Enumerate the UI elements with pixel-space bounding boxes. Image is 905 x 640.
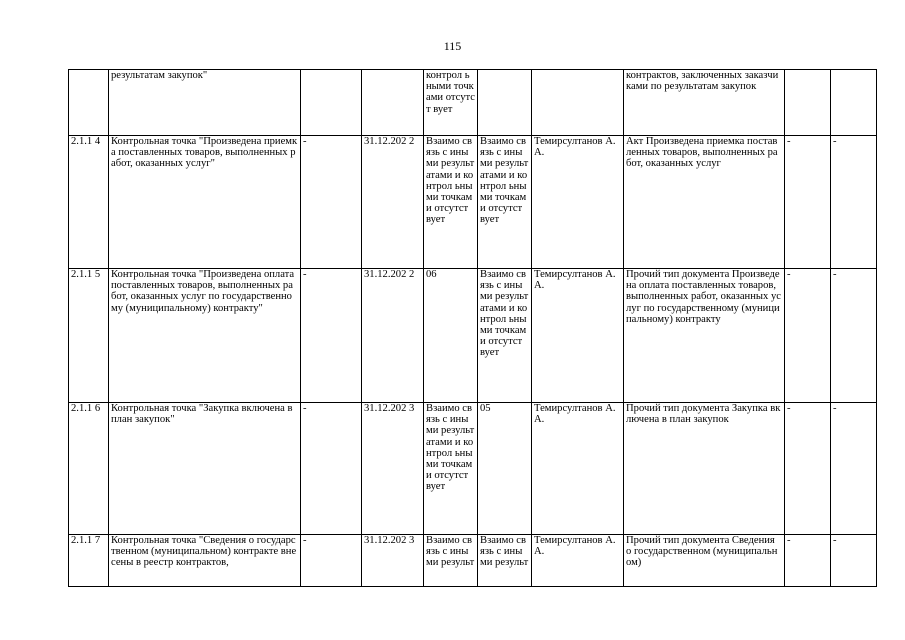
base-value-cell: - <box>301 136 362 269</box>
predecessor-cell: Взаимо связь с иными результ <box>424 535 478 587</box>
successor-cell <box>478 70 532 136</box>
row-number-cell: 2.1.1 4 <box>69 136 109 269</box>
control-point-name-cell: Контрольная точка "Произведена оплата поставленных товаров, выполненных работ, оказанных услуг по государственному (муниципальному) контракту" <box>109 269 301 403</box>
document-cell: Прочий тип документа Произведена оплата поставленных товаров, выполненных работ, оказанных услуг по государственному (муниципальному) контракту <box>624 269 785 403</box>
table-row <box>69 70 877 136</box>
base-value-cell: - <box>301 269 362 403</box>
deadline-cell: 31.12.202 2 <box>362 269 424 403</box>
control-point-name-cell: Контрольная точка "Произведена приемка поставленных товаров, выполненных работ, оказанных услуг" <box>109 136 301 269</box>
row-number-cell: 2.1.1 5 <box>69 269 109 403</box>
base-value-cell: - <box>301 535 362 587</box>
extra-cell-1: - <box>785 403 831 535</box>
deadline-cell: 31.12.202 3 <box>362 535 424 587</box>
control-point-name-cell: Контрольная точка "Закупка включена в план закупок" <box>109 403 301 535</box>
document-cell: Прочий тип документа Закупка включена в план закупок <box>624 403 785 535</box>
extra-cell-2: - <box>831 535 877 587</box>
predecessor-cell: Взаимо связь с иными результ атами и контрол ьными точками отсутст вует <box>424 403 478 535</box>
extra-cell-1 <box>785 70 831 136</box>
deadline-cell <box>362 70 424 136</box>
control-points-table <box>68 69 877 587</box>
control-point-name-cell: Контрольная точка "Сведения о государственном (муниципальном) контракте внесены в реестр контрактов, <box>109 535 301 587</box>
extra-cell-1: - <box>785 136 831 269</box>
responsible-cell: Темирсултанов А.А. <box>532 403 624 535</box>
deadline-cell: 31.12.202 3 <box>362 403 424 535</box>
table-row <box>69 269 877 403</box>
predecessor-cell: 06 <box>424 269 478 403</box>
table-row <box>69 136 877 269</box>
extra-cell-1: - <box>785 269 831 403</box>
extra-cell-2: - <box>831 269 877 403</box>
successor-cell: 05 <box>478 403 532 535</box>
responsible-cell <box>532 70 624 136</box>
successor-cell: Взаимо связь с иными результ <box>478 535 532 587</box>
control-point-name-cell: результатам закупок" <box>109 70 301 136</box>
document-cell: контрактов, заключенных заказчиками по результатам закупок <box>624 70 785 136</box>
document-cell: Прочий тип документа Сведения о государственном (муниципальном) <box>624 535 785 587</box>
extra-cell-2: - <box>831 136 877 269</box>
predecessor-cell: контрол ьными точками отсутст вует <box>424 70 478 136</box>
responsible-cell: Темирсултанов А.А. <box>532 535 624 587</box>
table-row <box>69 535 877 587</box>
extra-cell-2 <box>831 70 877 136</box>
row-number-cell: 2.1.1 6 <box>69 403 109 535</box>
page-number: 115 <box>443 39 462 53</box>
responsible-cell: Темирсултанов А.А. <box>532 136 624 269</box>
row-number-cell: 2.1.1 7 <box>69 535 109 587</box>
responsible-cell: Темирсултанов А.А. <box>532 269 624 403</box>
table-row <box>69 403 877 535</box>
successor-cell: Взаимо связь с иными результ атами и контрол ьными точками отсутст вует <box>478 269 532 403</box>
document-cell: Акт Произведена приемка поставленных товаров, выполненных работ, оказанных услуг <box>624 136 785 269</box>
extra-cell-2: - <box>831 403 877 535</box>
predecessor-cell: Взаимо связь с иными результ атами и контрол ьными точками отсутст вует <box>424 136 478 269</box>
base-value-cell <box>301 70 362 136</box>
row-number-cell <box>69 70 109 136</box>
deadline-cell: 31.12.202 2 <box>362 136 424 269</box>
successor-cell: Взаимо связь с иными результ атами и контрол ьными точками отсутст вует <box>478 136 532 269</box>
base-value-cell: - <box>301 403 362 535</box>
extra-cell-1: - <box>785 535 831 587</box>
